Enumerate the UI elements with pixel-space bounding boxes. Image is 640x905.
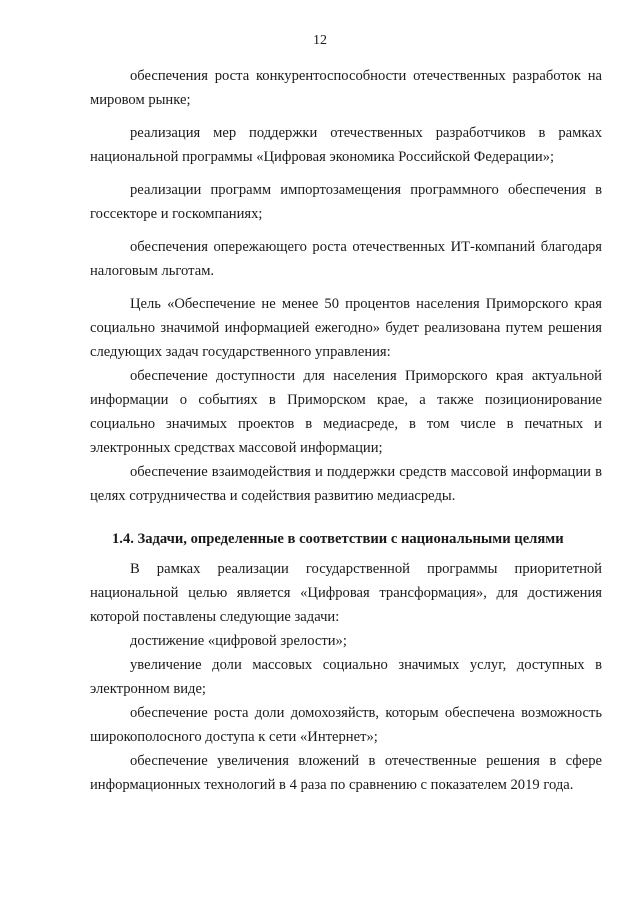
list-item: обеспечение увеличения вложений в отечественные решения в сфере информационных технологий в 4 раза по сравнению с показателем 2019 года. <box>90 753 602 793</box>
paragraph: обеспечение доступности для населения Приморского края актуальной информации о событиях в Приморском крае, а также позиционирование социально значимых проектов в медиасреде, в том числе в печатных и электронных средствах массовой информации; <box>90 368 602 456</box>
paragraph: реализации программ импортозамещения программного обеспечения в госсекторе и госкомпаниях; <box>90 182 602 222</box>
list-item: достижение «цифровой зрелости»; <box>130 633 347 649</box>
paragraph: обеспечения опережающего роста отечественных ИТ-компаний благодаря налоговым льготам. <box>90 239 602 279</box>
paragraph: реализация мер поддержки отечественных разработчиков в рамках национальной программы «Цифровая экономика Российской Федерации»; <box>90 125 602 165</box>
paragraph: В рамках реализации государственной программы приоритетной национальной целью является «Цифровая трансформация», для достижения которой поставлены следующие задачи: <box>90 561 602 625</box>
document-body <box>90 64 602 797</box>
list-item: обеспечение роста доли домохозяйств, которым обеспечена возможность широкополосного доступа к сети «Интернет»; <box>90 705 602 745</box>
paragraph: обеспечение взаимодействия и поддержки средств массовой информации в целях сотрудничества и содействия развитию медиасреды. <box>90 464 602 504</box>
list-item: увеличение доли массовых социально значимых услуг, доступных в электронном виде; <box>90 657 602 697</box>
paragraph: обеспечения роста конкурентоспособности отечественных разработок на мировом рынке; <box>90 68 602 108</box>
page-number: 12 <box>313 33 327 48</box>
section-heading: 1.4. Задачи, определенные в соответствии с национальными целями <box>112 531 564 547</box>
paragraph: Цель «Обеспечение не менее 50 процентов населения Приморского края социально значимой информацией ежегодно» будет реализована путем решения следующих задач государственного управления: <box>90 296 602 360</box>
